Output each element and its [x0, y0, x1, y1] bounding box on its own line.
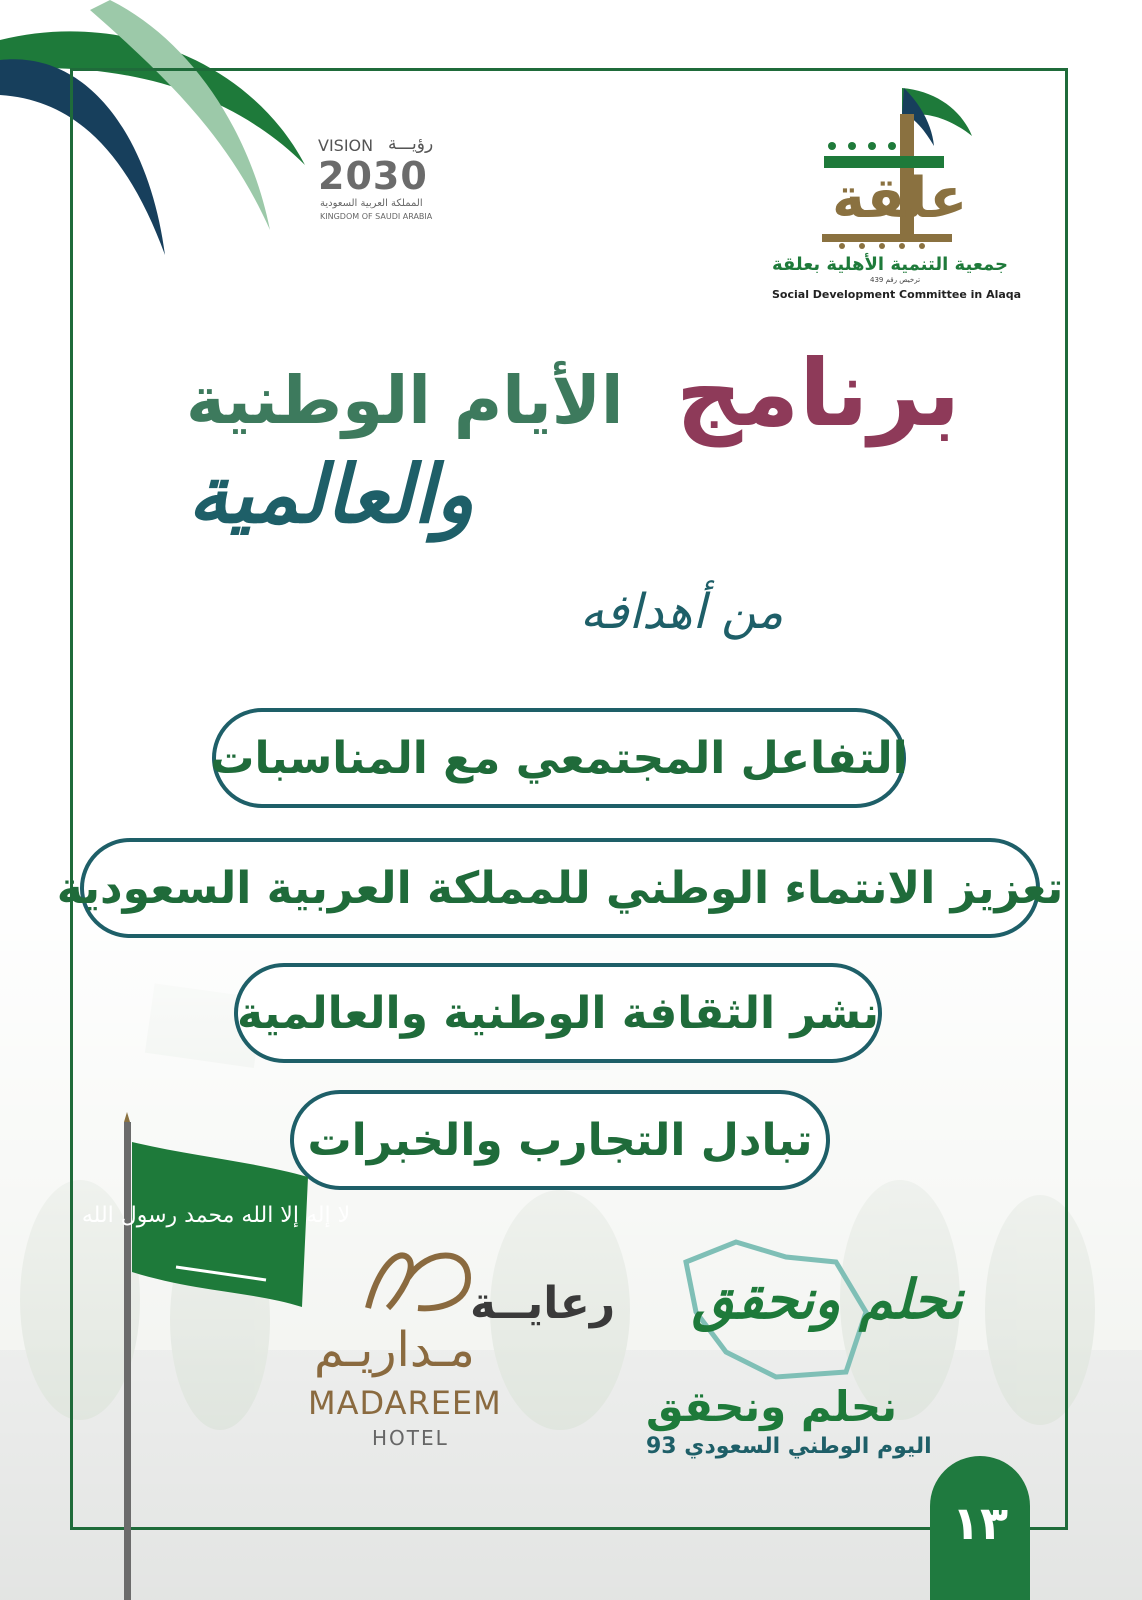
sponsor-label: رعايــة [470, 1278, 616, 1329]
sponsor-block [300, 1238, 620, 1458]
title-program-word: برنامج [676, 340, 961, 447]
sponsor-name-ar: مـداريـم [314, 1322, 475, 1378]
vision-kingdom-en: KINGDOM OF SAUDI ARABIA [320, 212, 433, 221]
goal-text-2: تعزيز الانتماء الوطني للمملكة العربية السعودية [56, 862, 1064, 914]
national-day-caption: اليوم الوطني السعودي 93 [646, 1434, 932, 1459]
goal-pill-1 [212, 708, 906, 808]
national-day-logo [636, 1232, 963, 1472]
goals-subtitle: من أهدافه [580, 584, 784, 640]
org-license: ترخيص رقم 439 [870, 276, 921, 284]
vision-2030-logo [318, 136, 448, 226]
saudi-flag-icon [81, 1112, 351, 1600]
goal-pill-2 [56, 838, 1064, 938]
org-logo-word: علقة [832, 166, 968, 231]
goal-text-1: التفاعل المجتمعي مع المناسبات [210, 732, 908, 784]
madareem-logo-icon [358, 1238, 478, 1318]
vision-year: 2030 [318, 154, 428, 198]
sponsor-hotel: HOTEL [372, 1426, 449, 1450]
goal-pill-4 [290, 1090, 830, 1190]
national-day-calligraphy: نحلم ونحقق [692, 1268, 963, 1331]
vision-en-label: VISION [318, 136, 374, 155]
sponsor-name-en: MADAREEM [308, 1384, 502, 1422]
goal-text-4: تبادل التجارب والخبرات [307, 1114, 813, 1166]
title-line-national-days: الأيام الوطنية [186, 362, 624, 439]
title-line-international: والعالمية [188, 448, 474, 541]
org-name-ar: جمعية التنمية الأهلية بعلقة [772, 254, 1009, 275]
flag-shahada: لا إله إلا الله محمد رسول الله [81, 1203, 351, 1228]
goal-text-3: نشر الثقافة الوطنية والعالمية [236, 987, 880, 1039]
org-logo [770, 86, 1022, 306]
goal-pill-3 [234, 963, 882, 1063]
org-name-en: Social Development Committee in Alaqa [772, 288, 1022, 301]
national-day-slogan: نحلم ونحقق [646, 1382, 897, 1431]
vision-kingdom-ar: المملكة العربية السعودية [320, 198, 423, 209]
page-number-tab [930, 1456, 1030, 1600]
vision-ar-label: رؤيـــة [388, 134, 434, 154]
page-number: ١٣ [951, 1496, 1009, 1550]
